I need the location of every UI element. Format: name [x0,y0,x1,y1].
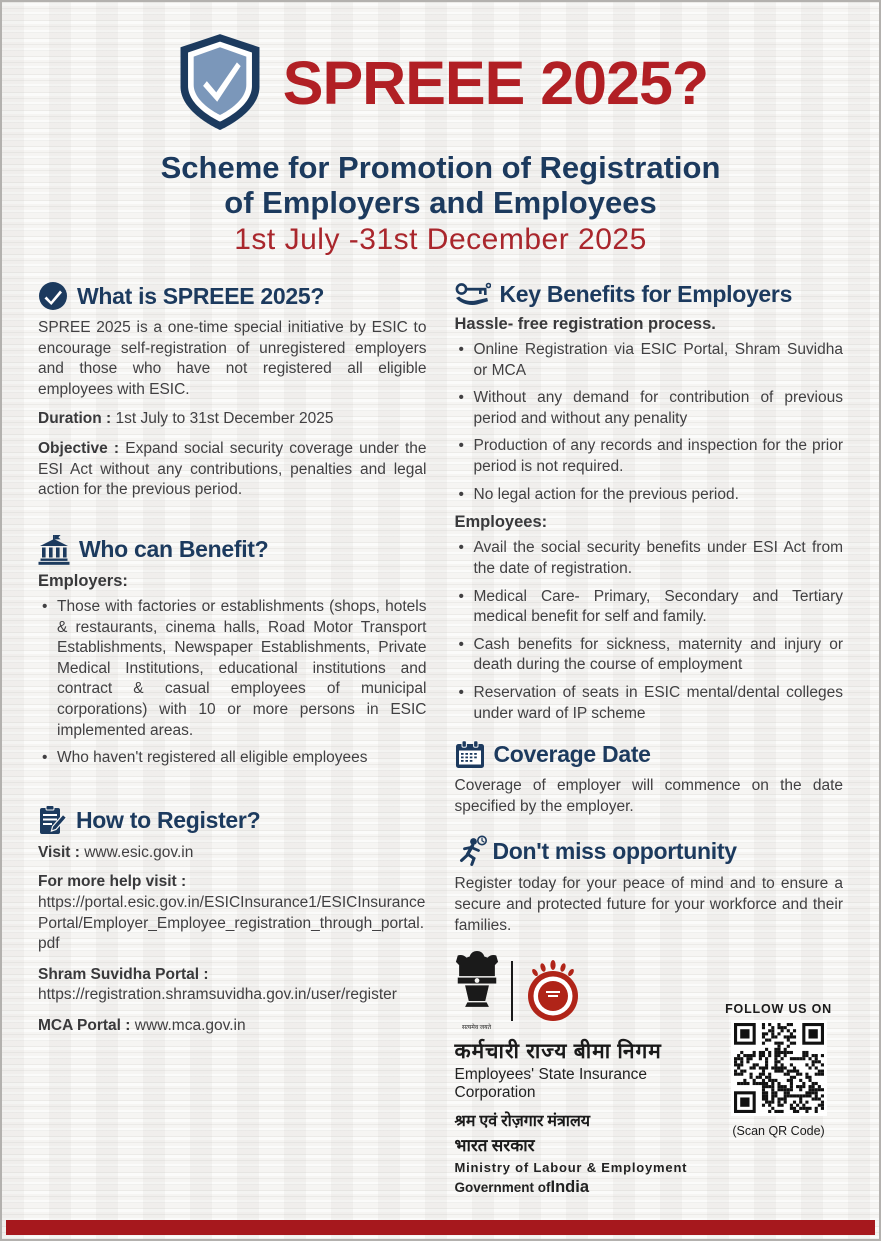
coverage-date-heading: Coverage Date [493,741,651,768]
shram-suvidha-url[interactable]: https://registration.shramsuvidha.gov.in/user/register [38,986,397,1004]
employers-benefit-list [38,597,427,769]
govt-prefix: Government of [454,1180,551,1196]
left-column [38,281,427,1197]
dont-miss-heading: Don't miss opportunity [492,837,737,864]
ministry-name-hindi: श्रम एवं रोज़गार मंत्रालय [454,1113,591,1131]
esic-logo [525,958,581,1024]
govt-india: India [550,1178,590,1197]
content-columns [2,257,879,1197]
section-dont-miss [455,835,844,936]
poster-header [2,2,879,257]
clipboard-pencil-icon [38,805,67,836]
bottom-red-bar [6,1220,875,1235]
benefit-list-item: • Those with factories or establishments (shops, hotels & restaurants, cinema halls, Road Motor Transport Establishments, Newspaper Establishments, Private Medical Institutions, educational institutions and contract & casual employees of municipal corporations) with 10 or more persons in ESIC implemented areas. [42,597,427,741]
duration-line [38,409,427,430]
duration-label: Duration : [38,410,112,428]
govt-name-hindi: भारत सरकार [454,1136,535,1156]
employer-benefits-list [455,340,844,505]
follow-us-label: FOLLOW US ON [725,1002,832,1017]
hand-key-icon [455,281,491,308]
benefit-list-item: • Reservation of seats in ESIC mental/dental colleges under ward of IP scheme [459,683,844,724]
scheme-date-range: 1st July -31st December 2025 [234,223,647,257]
coverage-date-body: Coverage of employer will commence on the date specified by the employer. [454,777,843,815]
duration-value: 1st July to 31st December 2025 [115,410,334,428]
benefit-list-item: • Medical Care- Primary, Secondary and Tertiary medical benefit for self and family. [459,587,844,628]
section-who-can-benefit [38,535,427,769]
benefit-list-item: • Online Registration via ESIC Portal, Shram Suvidha or MCA [459,340,844,381]
mca-portal-label: MCA Portal : [38,1017,131,1035]
more-help-block [38,872,427,954]
what-is-body: SPREE 2025 is a one-time special initiative by ESIC to encourage self-registration of unregistered employers and those who have not registered all eligible employees with ESIC. [38,319,427,398]
benefit-list-item: • No legal action for the previous period. [459,485,844,506]
visit-label: Visit : [38,843,80,861]
org-identity-block [455,950,715,1197]
calendar-icon [455,740,485,769]
footer [455,950,844,1197]
dont-miss-body: Register today for your peace of mind and to ensure a secure and protected future for your workforce and their families. [454,875,843,934]
employee-benefits-list [455,538,844,724]
objective-value: Expand social security coverage under the ESI Act without any contributions, penalties and legal action for the previous period. [38,440,427,499]
runner-clock-icon [455,835,489,867]
employees-subheading: Employees: [454,513,548,532]
who-can-benefit-heading: Who can Benefit? [79,536,269,563]
ministry-name-english: Ministry of Labour & Employment [454,1160,688,1176]
section-key-benefits [455,281,844,724]
mca-portal-url[interactable]: www.mca.gov.in [134,1017,246,1035]
logo-divider [511,961,513,1021]
section-how-to-register [38,805,427,1037]
hassle-free-subheading: Hassle- free registration process. [454,315,716,334]
shram-suvidha-label: Shram Suvidha Portal : [38,965,209,983]
more-help-url[interactable]: https://portal.esic.gov.in/ESICInsurance1/ESICInsurancePortal/Employer_Employee_registration_through_portal.pdf [38,894,426,953]
section-what-is [38,281,427,501]
key-benefits-heading: Key Benefits for Employers [499,281,793,308]
section-coverage-date [455,740,844,817]
employers-subheading: Employers: [38,571,128,590]
objective-line [38,439,427,501]
visit-url[interactable]: www.esic.gov.in [84,843,194,861]
emblem-of-india [455,950,499,1031]
mca-portal-line [38,1016,427,1037]
more-help-label: For more help visit : [38,873,187,891]
benefit-list-item: • Avail the social security benefits under ESI Act from the date of registration. [459,538,844,579]
poster-subtitle [2,150,879,220]
poster-title: SPREEE 2025? [282,49,709,117]
shield-check-icon [173,32,267,134]
org-name-hindi: कर्मचारी राज्य बीमा निगम [454,1039,662,1064]
scan-qr-label: (Scan QR Code) [732,1124,825,1139]
bank-building-icon [38,535,70,565]
benefit-list-item: • Who haven't registered all eligible employees [42,748,427,769]
right-column [455,281,844,1197]
what-is-heading: What is SPREEE 2025? [77,282,325,309]
objective-label: Objective : [38,440,120,458]
org-name-english: Employees' State Insurance Corporation [454,1066,648,1102]
benefit-list-item: • Production of any records and inspection for the prior period is not required. [459,436,844,477]
visit-line [38,843,427,864]
emblem-motto: सत्यमेव जयते [461,1025,492,1032]
subtitle-line2: of Employers and Employees [224,185,657,221]
qr-block [714,950,843,1138]
benefit-list-item: • Without any demand for contribution of previous period and without any penality [459,388,844,429]
check-circle-icon [38,281,68,311]
qr-code [731,1020,827,1116]
shram-suvidha-block [38,965,427,1006]
benefit-list-item: • Cash benefits for sickness, maternity and injury or death during the course of employment [459,635,844,676]
how-to-register-heading: How to Register? [76,806,261,833]
govt-name-english [455,1178,715,1197]
subtitle-line1: Scheme for Promotion of Registration [160,150,721,185]
